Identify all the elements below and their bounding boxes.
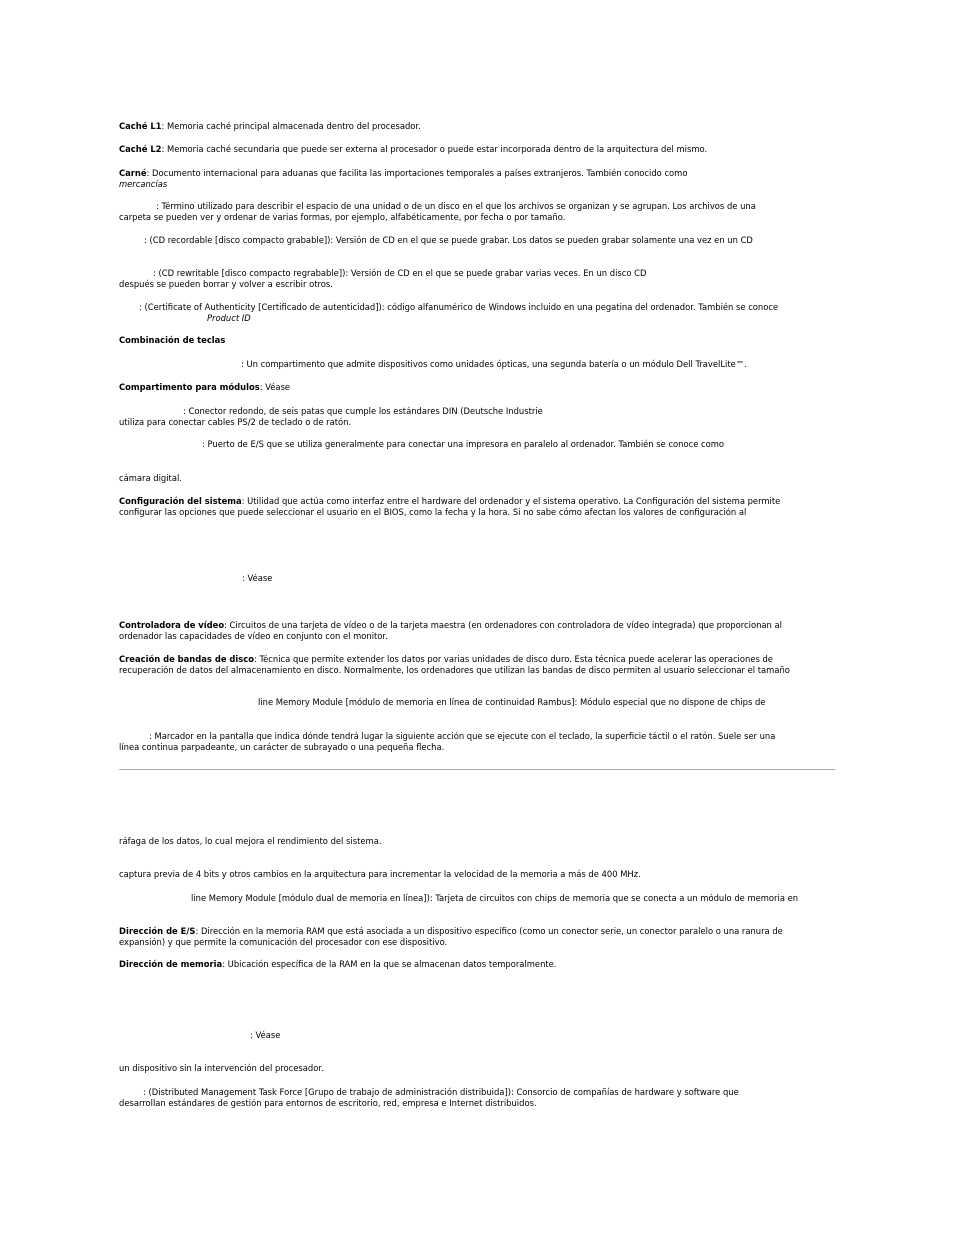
- entry-text: : Memoria caché secundaria que puede ser externa al procesador o puede estar incorporada dentro de la arquitectura del mismo.: [161, 144, 708, 154]
- entry-conector-paralelo: [119, 439, 835, 450]
- entry-text: línea continua parpadeante, un carácter de subrayado o una pequeña flecha.: [119, 741, 445, 752]
- entry-text: expansión) y que permite la comunicación del procesador con ese dispositivo.: [119, 936, 448, 947]
- entry-text: ráfaga de los datos, lo cual mejora el rendimiento del sistema.: [119, 836, 382, 846]
- entry-term: Dirección de E/S: [119, 926, 196, 936]
- entry-camara: [119, 473, 835, 484]
- entry-carne: [119, 168, 835, 189]
- entry-dmtf: [119, 1087, 835, 1108]
- entry-text: después se pueden borrar y volver a escribir otros.: [119, 278, 333, 289]
- entry-term: Caché L1: [119, 121, 162, 131]
- entry-bandas-disco: [119, 654, 835, 675]
- entry-text: utiliza para conectar cables PS/2 de teclado o de ratón.: [119, 416, 352, 427]
- entry-configuracion: [119, 496, 835, 517]
- entry-term: Controladora de vídeo: [119, 620, 225, 630]
- entry-conector-din: [119, 406, 835, 427]
- entry-text: ordenador las capacidades de vídeo en conjunto con el monitor.: [119, 630, 388, 641]
- entry-text: : Técnica que permite extender los datos por varias unidades de disco duro. Esta técnica puede acelerar las operaciones de: [253, 654, 773, 664]
- entry-text: : Véase: [259, 382, 291, 392]
- entry-text: : (CD rewritable [disco compacto regrabable]): Versión de CD en el que se puede grabar varias veces. En un disco CD: [153, 268, 647, 278]
- entry-text: : (Certificate of Authenticity [Certificado de autenticidad]): código alfanumérico de Windows incluido en una pegatina del ordenador. También se conoce: [139, 302, 779, 312]
- entry-dimm: [119, 893, 835, 904]
- entry-text-italic: mercancías: [119, 178, 168, 189]
- entry-text: : Un compartimento que admite dispositivos como unidades ópticas, una segunda batería o un módulo Dell TravelLite™.: [241, 359, 747, 369]
- entry-rimm: [119, 697, 835, 708]
- entry-term: Combinación de teclas: [119, 335, 226, 345]
- entry-text: cámara digital.: [119, 473, 182, 483]
- entry-term: Creación de bandas de disco: [119, 654, 254, 664]
- entry-term: Carné: [119, 168, 147, 178]
- entry-cursor: [119, 731, 835, 752]
- entry-compartimento: [119, 359, 835, 370]
- entry-text: : Término utilizado para describir el espacio de una unidad o de un disco en el que los archivos se organizan y se agrupan. Los archivos de una: [156, 201, 756, 211]
- entry-vease: [119, 1030, 835, 1041]
- entry-text: : Conector redondo, de seis patas que cumple los estándares DIN (Deutsche Industrie: [183, 406, 543, 416]
- entry-term: Caché L2: [119, 144, 162, 154]
- entry-direccion-memoria: [119, 959, 835, 970]
- entry-cache-l2: [119, 144, 835, 155]
- entry-cd-rw: [119, 268, 835, 289]
- entry-text: : Dirección en la memoria RAM que está asociada a un dispositivo específico (como un conector serie, un conector paralelo o una ranura de: [195, 926, 783, 936]
- entry-cd-r: [119, 235, 835, 246]
- entry-compartimento-modulos: [119, 382, 835, 393]
- entry-text: : Memoria caché principal almacenada dentro del procesador.: [161, 121, 421, 131]
- entry-text: : Documento internacional para aduanas que facilita las importaciones temporales a países extranjeros. También conocido como: [146, 168, 688, 178]
- entry-term: Dirección de memoria: [119, 959, 223, 969]
- entry-text: : (Distributed Management Task Force [Grupo de trabajo de administración distribuida]): Consorcio de compañías de hardware y software que: [143, 1087, 739, 1097]
- entry-vease: [119, 573, 835, 584]
- entry-text: : Marcador en la pantalla que indica dónde tendrá lugar la siguiente acción que se ejecute con el teclado, la superficie táctil o el ratón. Suele ser una: [149, 731, 776, 741]
- entry-coa: [119, 302, 835, 323]
- entry-cache-l1: [119, 121, 835, 132]
- entry-text: desarrollan estándares de gestión para entornos de escritorio, red, empresa e Internet distribuidos.: [119, 1097, 537, 1108]
- entry-text: line Memory Module [módulo de memoria en línea de continuidad Rambus]: Módulo especial que no dispone de chips de: [258, 697, 766, 707]
- entry-text-italic: Product ID: [207, 312, 251, 323]
- entry-combinacion: [119, 335, 835, 346]
- entry-carpeta: [119, 201, 835, 222]
- entry-text: : Utilidad que actúa como interfaz entre el hardware del ordenador y el sistema operativo. La Configuración del sistema permite: [241, 496, 781, 506]
- entry-controladora-video: [119, 620, 835, 641]
- entry-text: : Ubicación específica de la RAM en la que se almacenan datos temporalmente.: [222, 959, 557, 969]
- entry-text: configurar las opciones que puede seleccionar el usuario en el BIOS, como la fecha y la hora. Si no sabe cómo afectan los valores de configuración al: [119, 506, 747, 517]
- entry-rafaga: [119, 836, 835, 847]
- entry-text: carpeta se pueden ver y ordenar de varias formas, por ejemplo, alfabéticamente, por fecha o por tamaño.: [119, 211, 566, 222]
- section-divider: [119, 769, 835, 770]
- entry-text: : Véase: [242, 573, 273, 583]
- entry-term: Configuración del sistema: [119, 496, 242, 506]
- entry-text: captura previa de 4 bits y otros cambios en la arquitectura para incrementar la velocidad de la memoria a más de 400 MHz.: [119, 869, 641, 879]
- entry-direccion-es: [119, 926, 835, 947]
- entry-text: : Circuitos de una tarjeta de vídeo o de la tarjeta maestra (en ordenadores con controladora de vídeo integrada) que proporcionan al: [224, 620, 782, 630]
- entry-text: : Véase: [250, 1030, 281, 1040]
- entry-term: Compartimento para módulos: [119, 382, 260, 392]
- entry-captura: [119, 869, 835, 880]
- entry-dispositivo: [119, 1063, 835, 1074]
- entry-text: : Puerto de E/S que se utiliza generalmente para conectar una impresora en paralelo al ordenador. También se conoce como: [202, 439, 725, 449]
- entry-text: line Memory Module [módulo dual de memoria en línea]): Tarjeta de circuitos con chips de memoria que se conecta a un módulo de memoria en: [191, 893, 799, 903]
- entry-text: : (CD recordable [disco compacto grabable]): Versión de CD en el que se puede grabar. Los datos se pueden grabar solamente una vez en un CD: [144, 235, 753, 245]
- entry-text: recuperación de datos del almacenamiento en disco. Normalmente, los ordenadores que utilizan las bandas de disco permiten al usuario seleccionar el tamaño: [119, 664, 790, 675]
- entry-text: un dispositivo sin la intervención del procesador.: [119, 1063, 324, 1073]
